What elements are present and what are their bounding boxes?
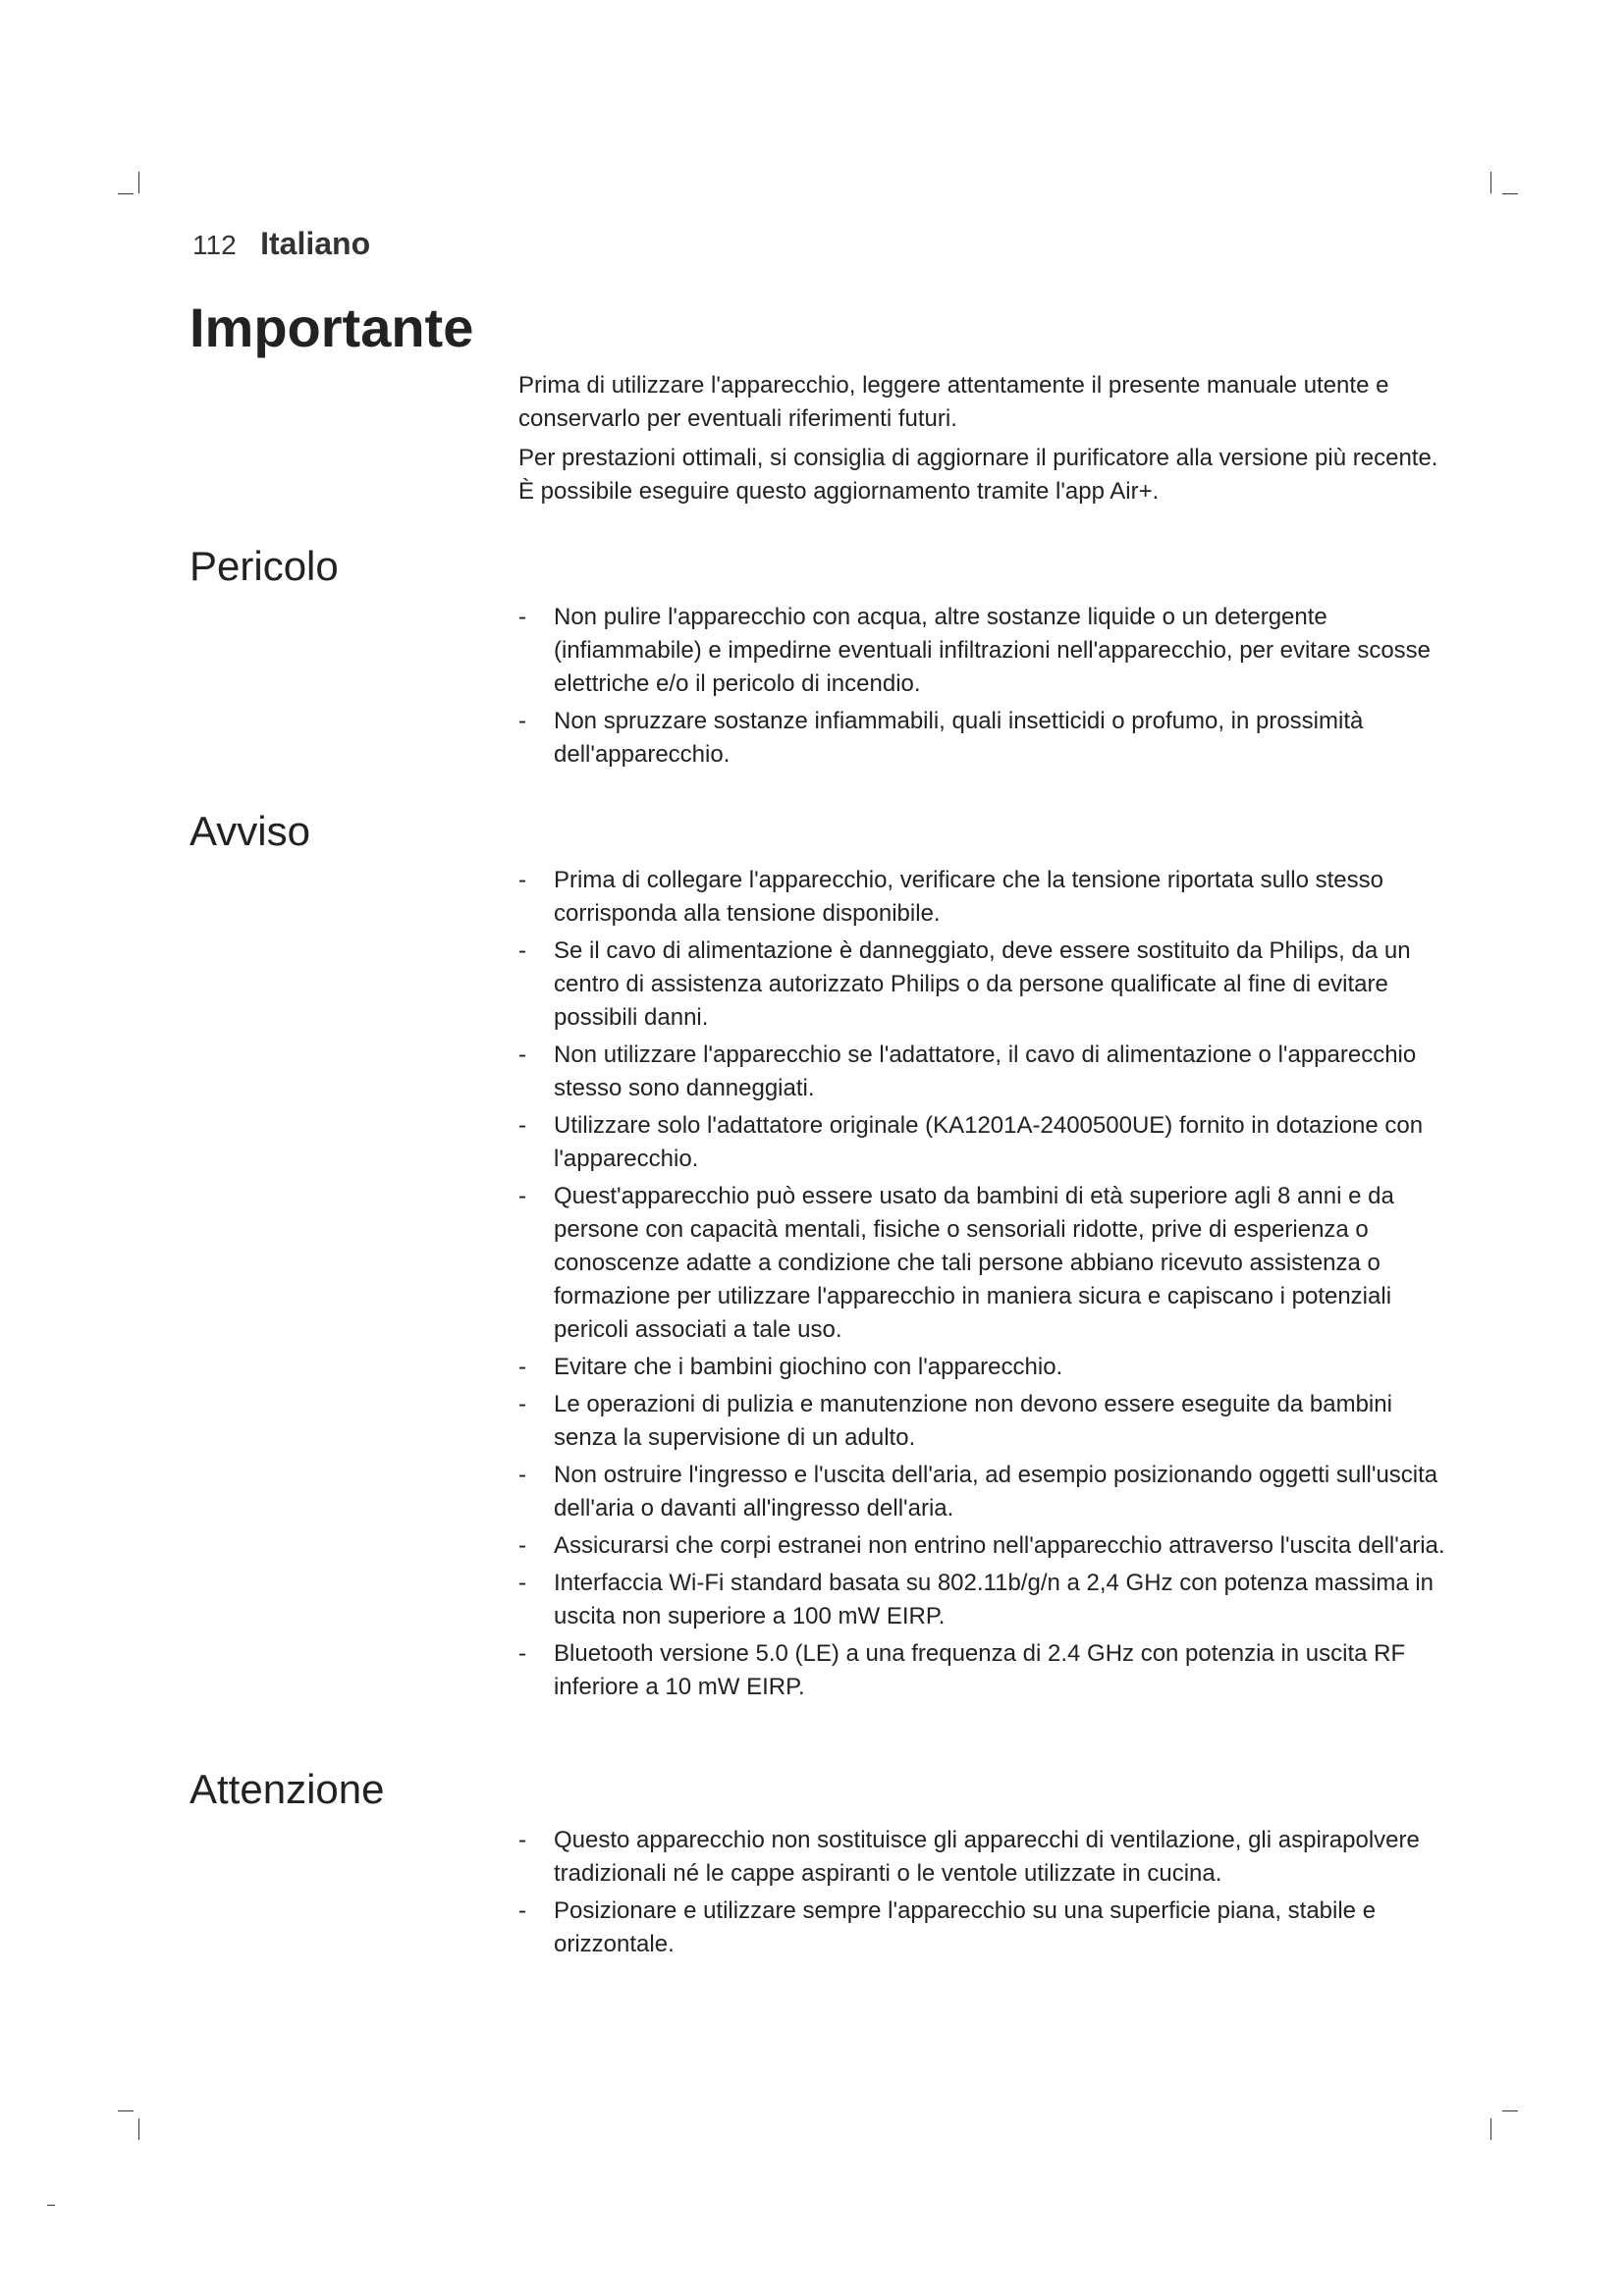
list-item-text: Interfaccia Wi-Fi standard basata su 802.11b/g/n a 2,4 GHz con potenza massima in uscita non superiore a 100 mW EIRP. (554, 1570, 1435, 1629)
list-item-text: Prima di collegare l'apparecchio, verificare che la tensione riportata sullo stesso corrisponda alla tensione disponibile. (554, 867, 1384, 927)
bullet: - (518, 1354, 526, 1380)
list-item-text: Quest'apparecchio può essere usato da bambini di età superiore agli 8 anni e da persone con capacità mentali, fisiche o sensoriali ridotte, prive di esperienza o conoscenze adatte a condizione che tali persone abbiano ricevuto assistenza o formazione per utilizzare l'apparecchio in maniera sicura e capiscano i potenziali pericoli associati a tale uso. (554, 1183, 1394, 1343)
list-item (518, 1039, 1451, 1105)
avviso-list (518, 864, 1451, 1708)
list-item-text: Non ostruire l'ingresso e l'uscita dell'aria, ad esempio posizionando oggetti sull'uscita dell'aria o davanti all'ingresso dell'aria. (554, 1462, 1438, 1522)
section-title-avviso: Avviso (189, 808, 310, 854)
list-item (518, 934, 1451, 1035)
list-item-text: Evitare che i bambini giochino con l'apparecchio. (554, 1354, 1063, 1380)
bullet: - (518, 1897, 526, 1924)
bullet: - (518, 1827, 526, 1853)
crop-mark (1502, 193, 1518, 194)
list-item (518, 1567, 1451, 1633)
list-item (518, 1824, 1451, 1891)
bullet: - (518, 867, 526, 893)
list-item-text: Utilizzare solo l'adattatore originale (KA1201A-2400500UE) fornito in dotazione con l'apparecchio. (554, 1112, 1424, 1172)
list-item-text: Non utilizzare l'apparecchio se l'adattatore, il cavo di alimentazione o l'apparecchio stesso sono danneggiati. (554, 1041, 1417, 1101)
intro-paragraph: Per prestazioni ottimali, si consiglia di aggiornare il purificatore alla versione più recente. È possibile eseguire questo aggiornamento tramite l'app Air+. (518, 445, 1438, 505)
list-item-text: Le operazioni di pulizia e manutenzione non devono essere eseguite da bambini senza la supervisione di un adulto. (554, 1391, 1392, 1451)
page-header (192, 226, 370, 262)
section-title-pericolo: Pericolo (189, 543, 339, 589)
bullet: - (518, 1183, 526, 1209)
page-number: 112 (192, 230, 237, 260)
list-item-text: Non spruzzare sostanze infiammabili, quali insetticidi o profumo, in prossimità dell'apparecchio. (554, 708, 1364, 768)
crop-mark (118, 193, 134, 194)
intro-paragraph: Prima di utilizzare l'apparecchio, leggere attentamente il presente manuale utente e conservarlo per eventuali riferimenti futuri. (518, 372, 1389, 432)
pericolo-list (518, 601, 1451, 775)
list-item-text: Non pulire l'apparecchio con acqua, altre sostanze liquide o un detergente (infiammabile) e impedirne eventuali infiltrazioni nell'apparecchio, per evitare scosse elettriche e/o il pericolo di incendio. (554, 604, 1432, 697)
bullet: - (518, 1640, 526, 1667)
bullet: - (518, 708, 526, 734)
list-item (518, 1529, 1451, 1563)
language-label: Italiano (260, 226, 371, 261)
crop-mark (47, 2205, 55, 2206)
list-item (518, 1459, 1451, 1525)
list-item (518, 1895, 1451, 1961)
bullet: - (518, 1391, 526, 1417)
crop-mark (138, 172, 139, 193)
list-item-text: Bluetooth versione 5.0 (LE) a una frequenza di 2.4 GHz con potenzia in uscita RF inferiore a 10 mW EIRP. (554, 1640, 1406, 1700)
list-item (518, 1637, 1451, 1704)
bullet: - (518, 1462, 526, 1488)
crop-mark (118, 2110, 134, 2111)
bullet: - (518, 1041, 526, 1068)
list-item (518, 1109, 1451, 1176)
list-item (518, 1180, 1451, 1347)
list-item (518, 1351, 1451, 1384)
bullet: - (518, 1532, 526, 1559)
crop-mark (1490, 2118, 1491, 2140)
bullet: - (518, 604, 526, 630)
bullet: - (518, 937, 526, 964)
list-item-text: Posizionare e utilizzare sempre l'apparecchio su una superficie piana, stabile e orizzontale. (554, 1897, 1377, 1957)
crop-mark (1502, 2110, 1518, 2111)
list-item (518, 601, 1451, 701)
section-title-importante: Importante (189, 296, 474, 358)
list-item (518, 864, 1451, 931)
list-item-text: Questo apparecchio non sostituisce gli apparecchi di ventilazione, gli aspirapolvere tradizionali né le cappe aspiranti o le ventole utilizzate in cucina. (554, 1827, 1420, 1887)
list-item-text: Assicurarsi che corpi estranei non entrino nell'apparecchio attraverso l'uscita dell'aria. (554, 1532, 1445, 1559)
list-item (518, 705, 1451, 772)
crop-mark (1490, 172, 1491, 193)
bullet: - (518, 1570, 526, 1596)
list-item (518, 1388, 1451, 1455)
crop-mark (138, 2118, 139, 2140)
list-item-text: Se il cavo di alimentazione è danneggiato, deve essere sostituito da Philips, da un centro di assistenza autorizzato Philips o da persone qualificate al fine di evitare possibili danni. (554, 937, 1411, 1031)
section-title-attenzione: Attenzione (189, 1766, 385, 1812)
bullet: - (518, 1112, 526, 1139)
attenzione-list (518, 1824, 1451, 1965)
